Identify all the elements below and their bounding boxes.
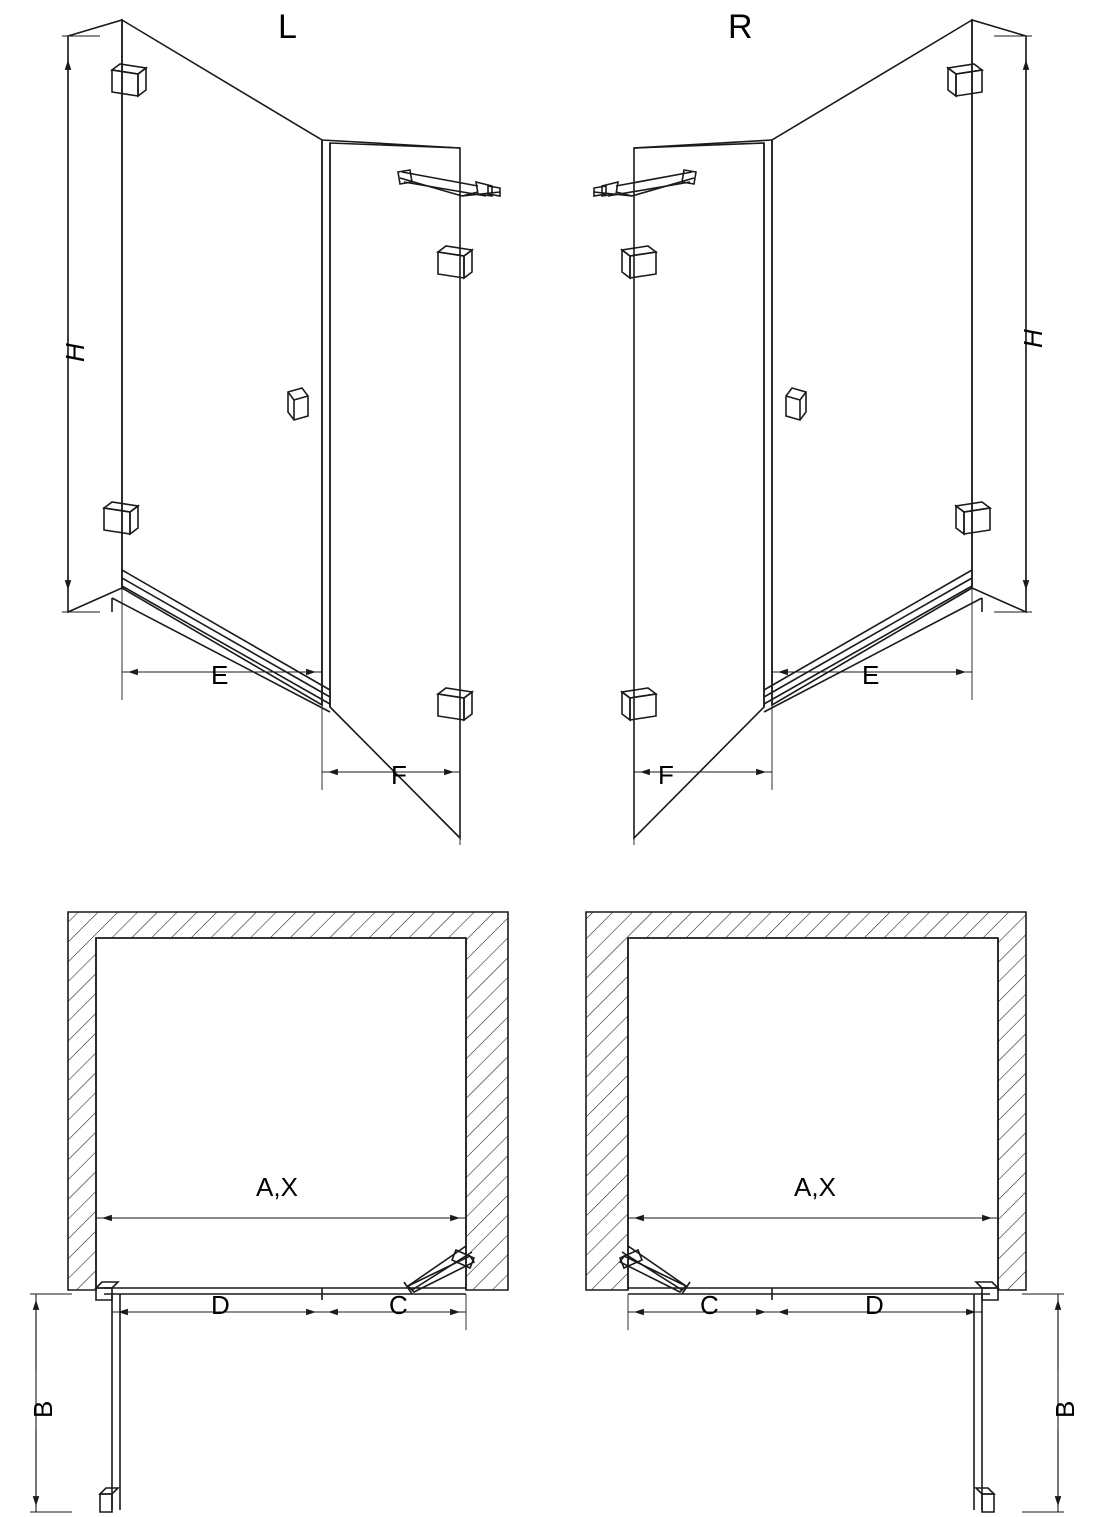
dimension-label-f-left: F — [391, 760, 407, 790]
dimension-label-c-right: C — [700, 1290, 719, 1320]
dimension-label-d-right: D — [865, 1290, 884, 1320]
dimension-label-b-left: B — [28, 1400, 58, 1418]
plan-left-group — [30, 912, 508, 1512]
dimension-label-e-right: E — [862, 660, 880, 690]
dimension-label-h-left: H — [60, 343, 90, 362]
plan-right-group — [586, 912, 1064, 1512]
dimension-label-h-right: H — [1018, 329, 1048, 348]
dimension-label-c-left: C — [389, 1290, 408, 1320]
dimension-label-d-left: D — [211, 1290, 230, 1320]
dimension-label-b-right: B — [1050, 1400, 1080, 1418]
dimension-label-f-right: F — [658, 760, 674, 790]
dimension-label-e-left: E — [211, 660, 229, 690]
elevation-left-group — [62, 20, 500, 845]
variant-label-left: L — [278, 8, 297, 46]
elevation-right-group — [594, 20, 1032, 845]
dimension-label-ax-right: A,X — [794, 1172, 836, 1202]
variant-label-right: R — [728, 8, 753, 46]
dimension-label-ax-left: A,X — [256, 1172, 298, 1202]
